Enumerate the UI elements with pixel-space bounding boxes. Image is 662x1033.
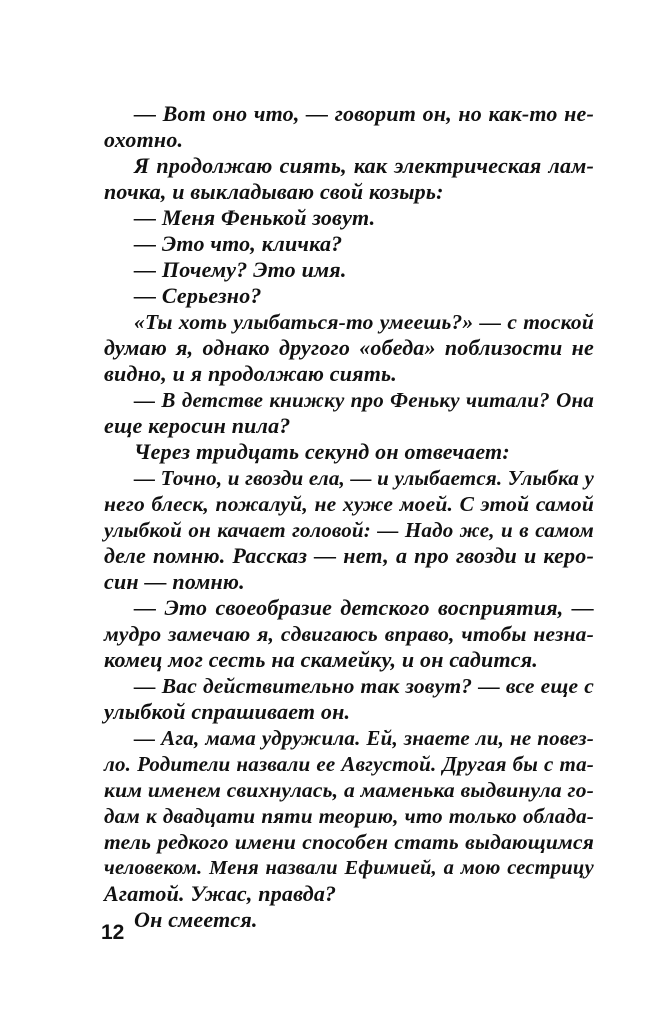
text-line: — Точно, и гвозди ела, — и улыбается. Улыбка у <box>134 466 594 490</box>
text-line: — В детстве книжку про Феньку читали? Она <box>134 388 594 412</box>
text-line: комец мог сесть на скамейку, и он садится. <box>104 647 538 672</box>
text-line: — Почему? Это имя. <box>134 257 347 282</box>
text-line: тель редкого имени способен стать выдающимся <box>104 830 594 854</box>
text-line: Я продолжаю сиять, как электрическая лам- <box>134 153 594 178</box>
text-line: охотно. <box>104 127 184 152</box>
text-line: еще керосин пила? <box>104 413 291 438</box>
text-line: — Ага, мама удружила. Ей, знаете ли, не повез- <box>134 726 594 750</box>
text-line: «Ты хоть улыбаться-то умеешь?» — с тоской <box>134 310 594 334</box>
text-line: ло. Родители назвали ее Августой. Другая бы с та- <box>104 752 594 776</box>
text-line: него блеск, пожалуй, не хуже моей. С этой самой <box>104 492 594 516</box>
text-line: — Это что, кличка? <box>134 231 343 256</box>
text-line: Он смеется. <box>134 907 258 932</box>
page-number: 12 <box>101 921 125 944</box>
text-line: видно, и я продолжаю сиять. <box>104 361 397 386</box>
text-line: дам к двадцати пяти теорию, что только облада- <box>104 804 594 828</box>
text-line: улыбкой спрашивает он. <box>104 699 351 724</box>
text-line: Через тридцать секунд он отвечает: <box>134 439 510 464</box>
text-line: почка, и выкладываю свой козырь: <box>104 179 444 204</box>
text-line: человеком. Меня назвали Ефимией, а мою сестрицу <box>104 857 594 879</box>
text-line: син — помню. <box>104 569 245 594</box>
text-line: улыбкой он качает головой: — Надо же, и в самом <box>104 518 594 542</box>
text-line: — Это своеобразие детского восприятия, — <box>134 595 594 620</box>
text-line: Агатой. Ужас, правда? <box>104 881 337 906</box>
text-line: — Вас действительно так зовут? — все еще с <box>134 674 594 698</box>
text-line: ким именем свихнулась, а маменька выдвинула го- <box>104 778 594 802</box>
text-line: думаю я, однако другого «обеда» поблизости не <box>104 335 594 360</box>
text-line: — Серьезно? <box>134 283 262 308</box>
text-line: — Меня Фенькой зовут. <box>134 205 376 230</box>
text-line: мудро замечаю я, сдвигаюсь вправо, чтобы незна- <box>104 622 594 646</box>
text-line: деле помню. Рассказ — нет, а про гвозди и керо- <box>104 543 594 568</box>
text-line: — Вот оно что, — говорит он, но как-то не- <box>134 101 594 126</box>
